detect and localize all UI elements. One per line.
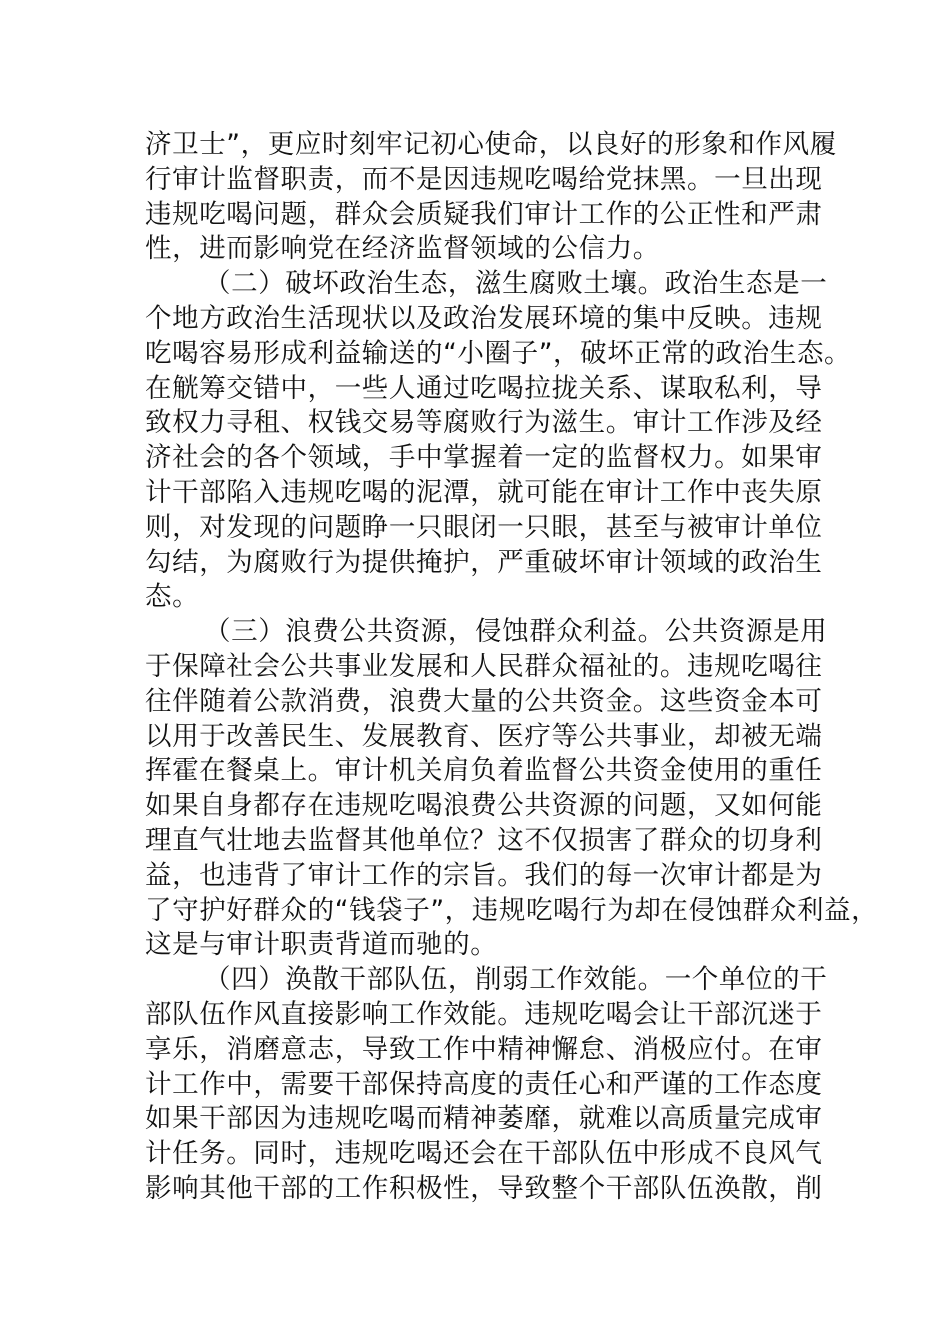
- text-line: 计任务。同时，违规吃喝还会在干部队伍中形成不良风气: [145, 1138, 823, 1170]
- text-line: 如果自身都存在违规吃喝浪费公共资源的问题，又如何能: [145, 790, 823, 822]
- text-line: 往伴随着公款消费，浪费大量的公共资金。这些资金本可: [145, 685, 823, 717]
- text-line: 理直气壮地去监督其他单位？这不仅损害了群众的切身利: [145, 824, 823, 856]
- text-line: 享乐，消磨意志，导致工作中精神懈怠、消极应付。在审: [145, 1033, 823, 1065]
- text-line: 如果干部因为违规吃喝而精神萎靡，就难以高质量完成审: [145, 1103, 823, 1135]
- text-line: 以用于改善民生、发展教育、医疗等公共事业，却被无端: [145, 720, 823, 752]
- text-line: 则，对发现的问题睁一只眼闭一只眼，甚至与被审计单位: [145, 511, 823, 543]
- text-line: 济卫士”，更应时刻牢记初心使命，以良好的形象和作风履: [145, 129, 837, 160]
- text-line: 勾结，为腐败行为提供掩护，严重破坏审计领域的政治生: [145, 546, 823, 578]
- text-line: 致权力寻租、权钱交易等腐败行为滋生。审计工作涉及经: [145, 407, 823, 439]
- text-line: 个地方政治生活现状以及政治发展环境的集中反映。违规: [145, 302, 823, 334]
- text-line: 了守护好群众的“钱袋子”，违规吃喝行为却在侵蚀群众利益，: [145, 894, 879, 926]
- text-line: 计干部陷入违规吃喝的泥潭，就可能在审计工作中丧失原: [145, 476, 823, 508]
- text-line: 济社会的各个领域，手中掌握着一定的监督权力。如果审: [145, 442, 823, 474]
- document-body: [0, 128, 950, 1207]
- paragraph-start-line: （三）浪费公共资源，侵蚀群众利益。公共资源是用: [204, 616, 828, 648]
- text-line: 于保障社会公共事业发展和人民群众福祉的。违规吃喝往: [145, 650, 823, 682]
- text-line: 益，也违背了审计工作的宗旨。我们的每一次审计都是为: [145, 859, 823, 891]
- text-line: 计工作中，需要干部保持高度的责任心和严谨的工作态度: [145, 1068, 823, 1100]
- text-line: 挥霍在餐桌上。审计机关肩负着监督公共资金使用的重任: [145, 755, 823, 787]
- text-line: 行审计监督职责，而不是因违规吃喝给党抹黑。一旦出现: [145, 163, 823, 195]
- text-line: 影响其他干部的工作积极性，导致整个干部队伍涣散，削: [145, 1172, 823, 1204]
- text-line: 这是与审计职责背道而驰的。: [145, 929, 498, 961]
- text-line: 性，进而影响党在经济监督领域的公信力。: [145, 233, 660, 265]
- paragraph-start-line: （四）涣散干部队伍，削弱工作效能。一个单位的干: [204, 964, 828, 996]
- text-line: 在觥筹交错中，一些人通过吃喝拉拢关系、谋取私利，导: [145, 372, 823, 404]
- text-line: 违规吃喝问题，群众会质疑我们审计工作的公正性和严肃: [145, 198, 823, 230]
- text-line: 部队伍作风直接影响工作效能。违规吃喝会让干部沉迷于: [145, 998, 823, 1030]
- text-line: 态。: [145, 581, 200, 613]
- text-line: 吃喝容易形成利益输送的“小圈子”，破坏正常的政治生态。: [145, 337, 852, 369]
- paragraph-start-line: （二）破坏政治生态，滋生腐败土壤。政治生态是一: [204, 268, 828, 300]
